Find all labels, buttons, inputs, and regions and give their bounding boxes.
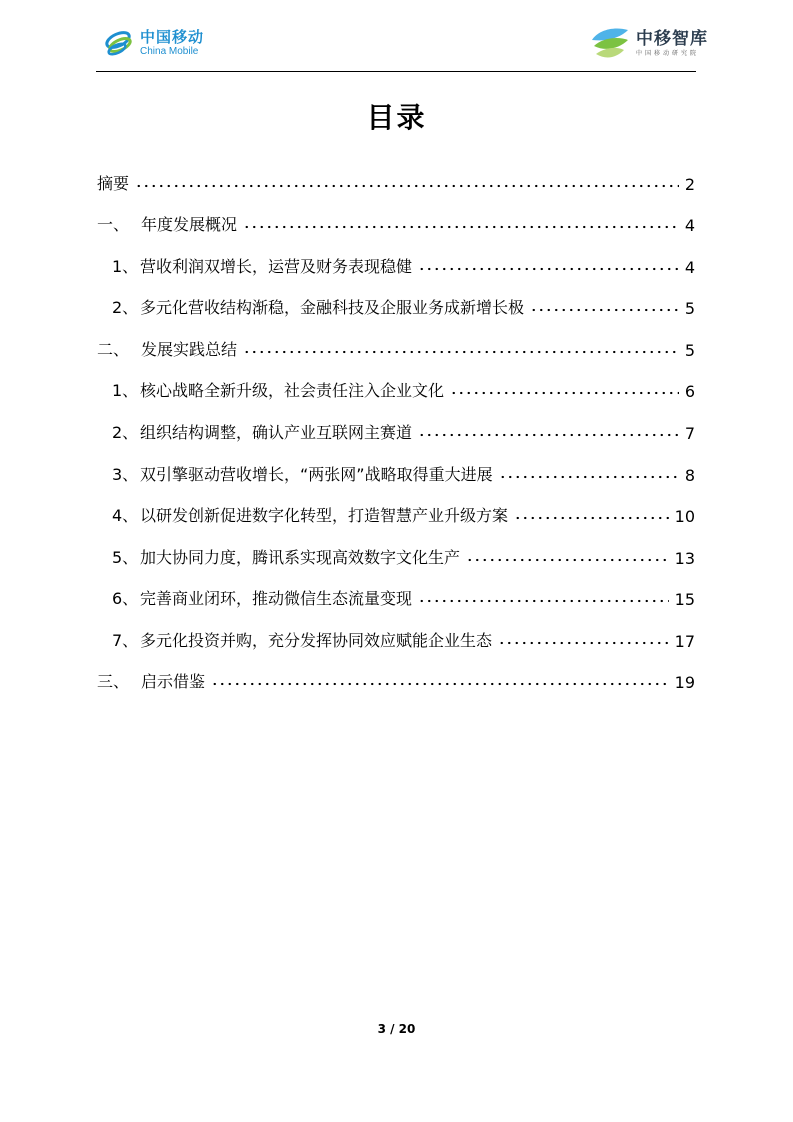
toc-entry-label: 发展实践总结 (141, 340, 238, 359)
header-divider (96, 71, 696, 72)
toc-leader-dots (499, 475, 679, 479)
toc-entry[interactable] (112, 373, 695, 401)
toc-leader-dots (418, 599, 669, 603)
toc-entry-page: 19 (674, 673, 695, 692)
toc-leader-dots (498, 641, 669, 645)
right-logo-sub: 中国移动研究院 (636, 50, 700, 57)
toc-entry-number: 二、 (97, 340, 130, 359)
toc-leader-dots (466, 558, 669, 562)
toc-entry-number: 1、 (112, 257, 139, 276)
toc-entry-page: 2 (684, 175, 695, 194)
toc-entry-label: 年度发展概况 (141, 215, 238, 234)
toc-entry-number: 2、 (112, 423, 139, 442)
toc-entry-label: 加大协同力度，腾讯系实现高效数字文化生产 (140, 548, 461, 567)
toc-entry[interactable] (112, 290, 695, 318)
toc-entry-page: 4 (684, 216, 695, 235)
toc-leader-dots (418, 433, 679, 437)
china-mobile-logo-icon (104, 28, 136, 58)
page-title: 目录 (366, 101, 427, 134)
page-header (0, 0, 793, 74)
toc-entry-number: 2、 (112, 298, 139, 317)
toc-entry-number: 6、 (112, 589, 139, 608)
toc-leader-dots (418, 267, 679, 271)
left-logo-cn: 中国移动 (140, 27, 205, 46)
toc-entry-label: 完善商业闭环，推动微信生态流量变现 (140, 589, 413, 608)
toc-entry-page: 10 (674, 507, 695, 526)
toc-entry-page: 5 (684, 341, 695, 360)
left-logo-en: China Mobile (140, 45, 199, 57)
toc-entry-number: 一、 (97, 215, 130, 234)
toc-entry-page: 4 (684, 258, 695, 277)
toc-leader-dots (530, 308, 679, 312)
toc-entry-page: 8 (684, 466, 695, 485)
cmri-logo-icon (588, 24, 632, 64)
toc-entry-label: 双引擎驱动营收增长，“两张网”战略取得重大进展 (140, 465, 493, 484)
toc-entry-label: 多元化营收结构渐稳，金融科技及企服业务成新增长极 (140, 298, 525, 317)
toc-leader-dots (243, 225, 679, 229)
toc-entry-page: 7 (684, 424, 695, 443)
toc-entry[interactable] (97, 166, 695, 194)
toc-entry[interactable] (112, 623, 695, 651)
toc-entry-page: 13 (674, 549, 695, 568)
toc-entry-page: 17 (674, 632, 695, 651)
toc-entry-number: 5、 (112, 548, 139, 567)
toc-leader-dots (450, 391, 679, 395)
toc-entry[interactable] (112, 415, 695, 443)
toc-entry-number: 1、 (112, 381, 139, 400)
toc-entry-number: 3、 (112, 465, 139, 484)
right-logo-cn: 中移智库 (636, 29, 708, 49)
toc-entry-page: 6 (684, 382, 695, 401)
toc-entry-label: 以研发创新促进数字化转型，打造智慧产业升级方案 (140, 506, 509, 525)
toc-entry-page: 15 (674, 590, 695, 609)
toc-entry-number: 7、 (112, 631, 139, 650)
toc-entry-label: 多元化投资并购，充分发挥协同效应赋能企业生态 (140, 631, 493, 650)
toc-leader-dots (135, 184, 679, 188)
china-mobile-logo (104, 28, 204, 58)
page-number: 3 / 20 (377, 1022, 416, 1036)
toc-entry-label: 核心战略全新升级，社会责任注入企业文化 (140, 381, 445, 400)
cmri-logo (588, 24, 708, 64)
toc-entry-label: 组织结构调整，确认产业互联网主赛道 (140, 423, 413, 442)
toc-entry-label: 营收利润双增长，运营及财务表现稳健 (140, 257, 413, 276)
toc-entry-page: 5 (684, 299, 695, 318)
toc-leader-dots (514, 516, 669, 520)
toc-entry[interactable] (97, 664, 695, 692)
toc-entry-number: 三、 (97, 672, 130, 691)
toc-entry[interactable] (112, 540, 695, 568)
toc-leader-dots (243, 350, 679, 354)
toc-leader-dots (211, 682, 669, 686)
toc-entry[interactable] (112, 498, 695, 526)
toc-entry-label: 启示借鉴 (141, 672, 206, 691)
toc-entry[interactable] (97, 332, 695, 360)
toc-entry-label: 摘要 (97, 174, 130, 193)
toc-entry[interactable] (112, 457, 695, 485)
toc-entry-number: 4、 (112, 506, 139, 525)
toc-entry[interactable] (97, 207, 695, 235)
toc-entry[interactable] (112, 249, 695, 277)
toc-entry[interactable] (112, 581, 695, 609)
